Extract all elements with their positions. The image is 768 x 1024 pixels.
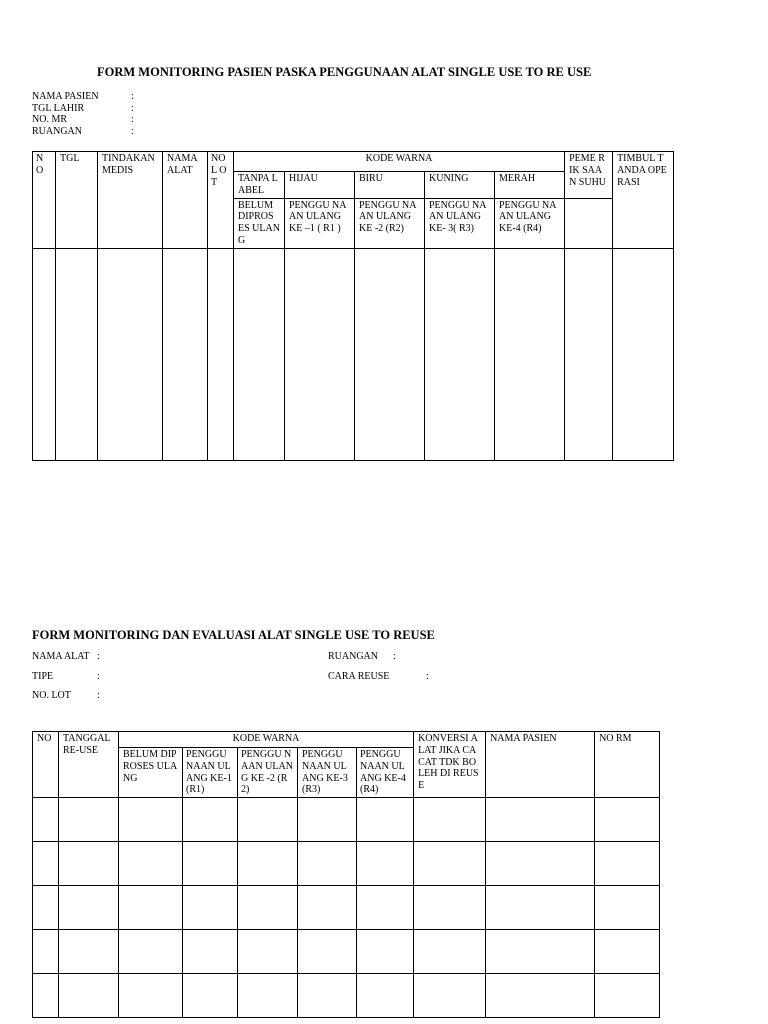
patient-fields xyxy=(32,91,134,137)
cell[interactable] xyxy=(414,930,486,974)
cell[interactable] xyxy=(183,798,238,842)
cell[interactable] xyxy=(33,930,59,974)
label-cara-reuse: CARA REUSE xyxy=(328,671,390,682)
colon-ruangan: : xyxy=(393,651,396,662)
cell-nama-alat[interactable] xyxy=(163,248,208,460)
header-no: NO xyxy=(33,732,59,798)
cell[interactable] xyxy=(119,974,183,1018)
table-row xyxy=(33,842,660,886)
header-tindakan-medis: TINDAKAN MEDIS xyxy=(98,152,163,249)
cell-tindakan[interactable] xyxy=(98,248,163,460)
field-colon: : xyxy=(131,125,134,137)
label-no-lot: NO. LOT xyxy=(32,690,71,701)
cell[interactable] xyxy=(238,798,298,842)
cell[interactable] xyxy=(183,930,238,974)
cell[interactable] xyxy=(33,798,59,842)
cell[interactable] xyxy=(119,842,183,886)
header-kode-warna: KODE WARNA xyxy=(119,732,414,748)
cell[interactable] xyxy=(238,842,298,886)
field-colon: : xyxy=(131,102,134,114)
color-desc-hijau: PENGGU NAAN ULANG KE –1 ( R1 ) xyxy=(285,198,355,248)
cell[interactable] xyxy=(414,974,486,1018)
header-no-rm: NO RM xyxy=(595,732,660,798)
cell-merah[interactable] xyxy=(495,248,565,460)
cell[interactable] xyxy=(414,798,486,842)
cell[interactable] xyxy=(486,798,595,842)
field-tgl-lahir xyxy=(32,102,134,115)
label-nama-alat: NAMA ALAT xyxy=(32,651,90,662)
cell[interactable] xyxy=(59,886,119,930)
cell[interactable] xyxy=(486,842,595,886)
cell[interactable] xyxy=(119,798,183,842)
header-no-lot: NO L OT xyxy=(208,152,234,249)
cell[interactable] xyxy=(357,930,414,974)
cell-kuning[interactable] xyxy=(425,248,495,460)
label-ruangan: RUANGAN xyxy=(328,651,378,662)
cell-tgl[interactable] xyxy=(56,248,98,460)
color-r1: PENGGU NAAN ULANG KE-1(R1) xyxy=(183,748,238,798)
header-tgl: TGL xyxy=(56,152,98,249)
cell[interactable] xyxy=(33,842,59,886)
color-tanpa-label: TANPA LABEL xyxy=(234,172,285,199)
field-label: TGL LAHIR xyxy=(32,102,85,114)
field-label: NO. MR xyxy=(32,114,68,126)
cell[interactable] xyxy=(119,930,183,974)
field-label: RUANGAN xyxy=(32,125,82,137)
cell[interactable] xyxy=(486,886,595,930)
cell-no-lot[interactable] xyxy=(208,248,234,460)
cell[interactable] xyxy=(119,886,183,930)
cell[interactable] xyxy=(298,798,357,842)
cell[interactable] xyxy=(595,886,660,930)
cell[interactable] xyxy=(238,974,298,1018)
header-tanggal-reuse: TANGGAL RE-USE xyxy=(59,732,119,798)
color-r2: PENGGU NAAN ULANG KE -2 (R2) xyxy=(238,748,298,798)
cell[interactable] xyxy=(183,886,238,930)
color-r3: PENGGU NAAN ULANG KE-3 (R3) xyxy=(298,748,357,798)
cell[interactable] xyxy=(298,842,357,886)
table-row xyxy=(33,930,660,974)
cell[interactable] xyxy=(183,842,238,886)
color-desc-kuning: PENGGU NAAN ULANG KE- 3( R3) xyxy=(425,198,495,248)
field-colon: : xyxy=(131,114,134,126)
field-nama-pasien xyxy=(32,91,134,103)
table-row xyxy=(33,886,660,930)
cell[interactable] xyxy=(595,974,660,1018)
cell[interactable] xyxy=(183,974,238,1018)
colon-cara-reuse: : xyxy=(426,671,429,682)
color-r4: PENGGU NAAN ULANG KE-4 (R4) xyxy=(357,748,414,798)
cell[interactable] xyxy=(486,974,595,1018)
cell[interactable] xyxy=(486,930,595,974)
header-nama-pasien: NAMA PASIEN xyxy=(486,732,595,798)
field-label: NAMA PASIEN xyxy=(32,91,99,102)
cell[interactable] xyxy=(33,974,59,1018)
table-row xyxy=(33,248,674,460)
cell[interactable] xyxy=(238,886,298,930)
color-belum-diproses: BELUM DIPROSES ULANG xyxy=(119,748,183,798)
monitoring-table xyxy=(32,151,674,461)
cell-biru[interactable] xyxy=(355,248,425,460)
cell[interactable] xyxy=(59,798,119,842)
header-kode-warna: KODE WARNA xyxy=(234,152,565,172)
colon-tipe: : xyxy=(97,671,100,682)
color-hijau: HIJAU xyxy=(285,172,355,199)
cell[interactable] xyxy=(595,798,660,842)
cell[interactable] xyxy=(414,842,486,886)
form1-title: FORM MONITORING PASIEN PASKA PENGGUNAAN ALAT SINGLE USE TO RE USE xyxy=(97,65,592,79)
cell[interactable] xyxy=(357,974,414,1018)
cell-timbul[interactable] xyxy=(613,248,674,460)
color-biru: BIRU xyxy=(355,172,425,199)
cell-tanpa-label[interactable] xyxy=(234,248,285,460)
cell[interactable] xyxy=(595,930,660,974)
cell[interactable] xyxy=(357,798,414,842)
cell[interactable] xyxy=(59,974,119,1018)
cell-no[interactable] xyxy=(33,248,56,460)
cell[interactable] xyxy=(595,842,660,886)
cell[interactable] xyxy=(414,886,486,930)
table-row xyxy=(33,974,660,1018)
header-pemeriksaan-suhu: PEME RIK SAAN SUHU xyxy=(565,152,613,199)
cell[interactable] xyxy=(357,842,414,886)
cell[interactable] xyxy=(298,974,357,1018)
cell-hijau[interactable] xyxy=(285,248,355,460)
color-merah: MERAH xyxy=(495,172,565,199)
color-desc-tanpa-label: BELUM DIPROS ES ULANG xyxy=(234,198,285,248)
header-timbul-tanda-operasi: TIMBUL TANDA OPERASI xyxy=(613,152,674,249)
cell[interactable] xyxy=(298,886,357,930)
evaluation-table xyxy=(32,731,660,1018)
field-no-mr xyxy=(32,114,134,126)
color-desc-biru: PENGGU NAAN ULANG KE -2 (R2) xyxy=(355,198,425,248)
label-tipe: TIPE xyxy=(32,671,54,682)
cell[interactable] xyxy=(59,930,119,974)
header-nama-alat: NAMA ALAT xyxy=(163,152,208,249)
table-row xyxy=(33,798,660,842)
color-desc-merah: PENGGU NAAN ULANG KE-4 (R4) xyxy=(495,198,565,248)
cell[interactable] xyxy=(59,842,119,886)
colon-no-lot: : xyxy=(97,690,100,701)
header-konversi: KONVERSI ALAT JIKA CACAT TDK BOLEH DI REUSE xyxy=(414,732,486,798)
cell[interactable] xyxy=(298,930,357,974)
cell[interactable] xyxy=(357,886,414,930)
colon-nama-alat: : xyxy=(97,651,100,662)
field-colon: : xyxy=(131,91,134,102)
color-kuning: KUNING xyxy=(425,172,495,199)
cell-pemeriksaan[interactable] xyxy=(565,248,613,460)
form2-title: FORM MONITORING DAN EVALUASI ALAT SINGLE USE TO REUSE xyxy=(32,628,435,642)
header-no: N O xyxy=(33,152,56,249)
cell[interactable] xyxy=(238,930,298,974)
cell[interactable] xyxy=(33,886,59,930)
field-ruangan xyxy=(32,125,134,138)
